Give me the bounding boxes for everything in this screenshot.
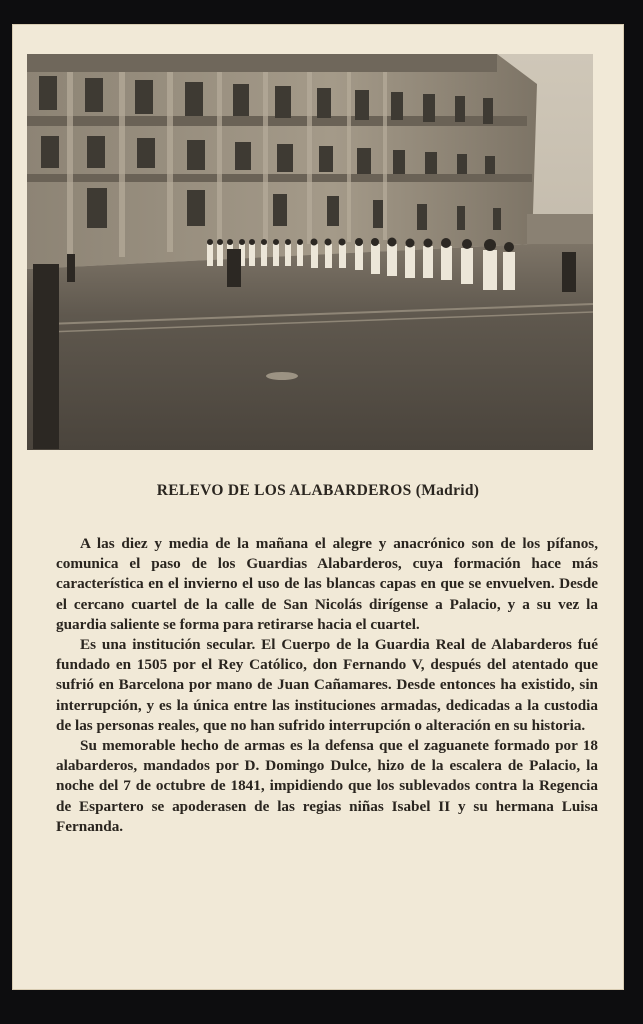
paragraph-2: Es una institución secular. El Cuerpo de la Guardia Real de Alabarderos fué fundado en 1505 por el Rey Católico, don Fernando V, después del atentado que sufrió en Barcelona por mano de Juan Cañamares. Desde entonces ha existido, sin interrupción, y es la única entre las instituciones armadas, dedicadas a la custodia de las personas reales, que no han sufrido interrupción o alteración en su historia. (56, 636, 598, 734)
caption-title: RELEVO DE LOS ALABARDEROS (Madrid) (156, 482, 480, 499)
caption-body (56, 534, 598, 837)
paragraph-1: A las diez y media de la mañana el alegre y anacrónico son de los pífanos, comunica el paso de los Guardias Alabarderos, cuya formación hace más característica en el invierno el uso de las blancas capas en que se envuelven. Desde el cercano cuartel de la calle de San Nicolás dirígense a Palacio, y a su vez la guardia saliente se forma para retirarse hacia el cuartel. (56, 535, 598, 633)
paragraph-3: Su memorable hecho de armas es la defensa que el zaguanete formado por 18 alabarderos, mandados por D. Domingo Dulce, hizo de la escalera de Palacio, la noche del 7 de octubre de 1841, impidiendo que los sublevados contra la Regencia de Espartero se apoderasen de las regias niñas Isabel II y su hermana Luisa Fernanda. (56, 737, 598, 835)
postcard (12, 24, 624, 990)
palace-photo-illustration (27, 54, 593, 450)
palace-photograph (27, 54, 593, 450)
